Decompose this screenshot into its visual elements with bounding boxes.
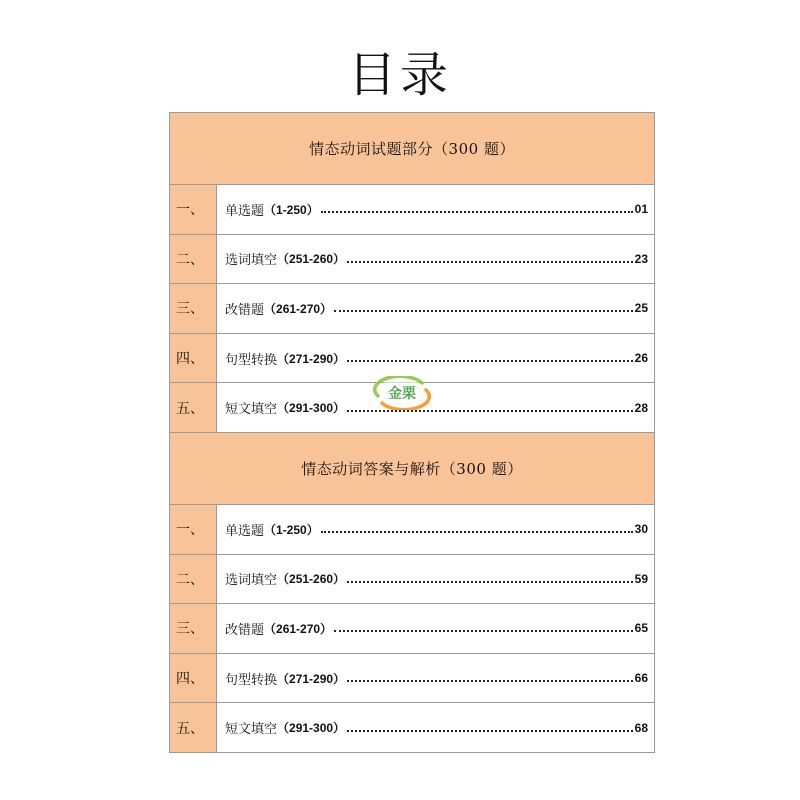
entry-label: 单选题 (225, 203, 265, 219)
section-header-questions (170, 113, 654, 185)
dot-leader (347, 680, 633, 682)
section-heading: 情态动词答案与解析（300 题） (301, 459, 523, 478)
toc-row[interactable] (170, 555, 654, 605)
entry-page: 68 (634, 720, 648, 735)
dot-leader (321, 531, 633, 533)
toc-entry[interactable] (217, 185, 654, 234)
entry-label: 短文填空 (225, 402, 278, 418)
entry-label: 句型转换 (225, 672, 278, 688)
page-title: 目录 (347, 47, 452, 103)
logo-text: 金栗 (388, 386, 416, 402)
entry-range: （251-260） (277, 252, 346, 267)
entry-label: 选词填空 (225, 253, 278, 269)
dot-leader (321, 211, 633, 213)
entry-range: （291-300） (277, 721, 346, 736)
row-number: 四、 (170, 654, 217, 703)
entry-range: （291-300） (277, 401, 346, 416)
entry-range: （251-260） (277, 572, 346, 587)
toc-entry[interactable] (217, 284, 654, 333)
entry-page: 28 (634, 400, 648, 415)
toc-entry[interactable] (217, 334, 654, 383)
entry-label: 句型转换 (225, 352, 278, 368)
dot-leader (347, 261, 633, 263)
entry-range: （261-270） (264, 301, 333, 316)
row-number: 二、 (170, 555, 217, 604)
row-number: 四、 (170, 334, 217, 383)
entry-range: （271-290） (277, 671, 346, 686)
toc-row[interactable] (170, 604, 654, 654)
toc-row[interactable] (170, 703, 654, 753)
toc-entry[interactable] (217, 383, 654, 432)
entry-page: 30 (634, 522, 648, 537)
entry-range: （1-250） (264, 202, 319, 217)
row-number: 三、 (170, 284, 217, 333)
entry-label: 短文填空 (225, 722, 278, 738)
dot-leader (347, 730, 633, 732)
toc-entry[interactable] (217, 703, 654, 752)
toc-entry[interactable] (217, 604, 654, 653)
entry-page: 66 (634, 671, 648, 686)
section-header-answers (170, 433, 654, 505)
entry-range: （261-270） (264, 621, 333, 636)
table-of-contents (169, 112, 655, 753)
dot-leader (347, 360, 633, 362)
dot-leader (334, 630, 633, 632)
row-number: 五、 (170, 383, 217, 432)
toc-entry[interactable] (217, 235, 654, 284)
row-number: 三、 (170, 604, 217, 653)
entry-page: 65 (634, 621, 648, 636)
entry-page: 25 (634, 301, 648, 316)
entry-page: 01 (634, 202, 648, 217)
section-heading: 情态动词试题部分（300 题） (309, 140, 515, 158)
entry-label: 单选题 (225, 523, 265, 539)
entry-label: 改错题 (225, 622, 265, 638)
toc-row[interactable] (170, 654, 654, 704)
toc-row[interactable] (170, 235, 654, 285)
row-number: 一、 (170, 505, 217, 554)
toc-entry[interactable] (217, 555, 654, 604)
dot-leader (334, 310, 633, 312)
entry-label: 改错题 (225, 302, 265, 318)
entry-range: （271-290） (277, 351, 346, 366)
entry-page: 23 (634, 251, 648, 266)
row-number: 二、 (170, 235, 217, 284)
toc-row[interactable] (170, 185, 654, 235)
toc-entry[interactable] (217, 654, 654, 703)
entry-page: 26 (634, 351, 648, 366)
watermark-logo (372, 376, 432, 410)
dot-leader (347, 581, 633, 583)
entry-page: 59 (634, 571, 648, 586)
toc-row[interactable] (170, 505, 654, 555)
row-number: 一、 (170, 185, 217, 234)
row-number: 五、 (170, 703, 217, 752)
toc-entry[interactable] (217, 505, 654, 554)
entry-label: 选词填空 (225, 573, 278, 589)
toc-row[interactable] (170, 284, 654, 334)
entry-range: （1-250） (264, 522, 319, 537)
